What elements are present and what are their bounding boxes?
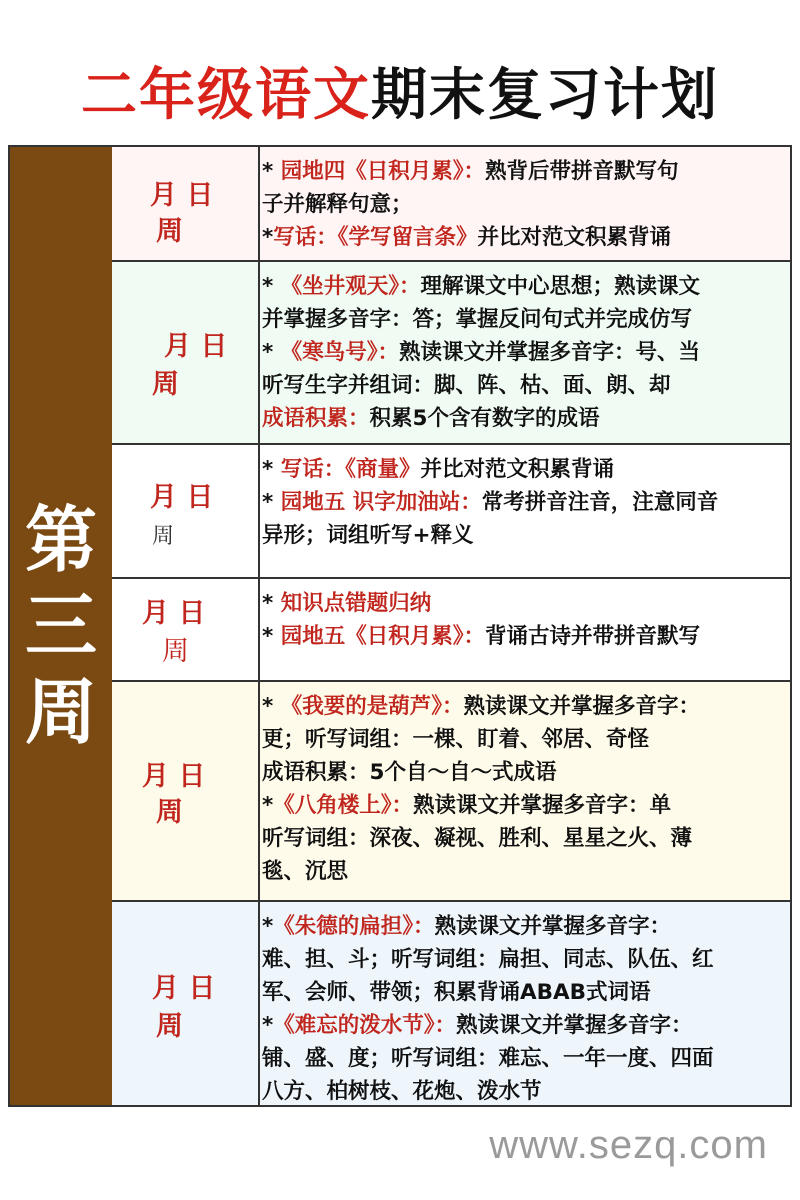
plan-row-4 bbox=[112, 579, 790, 682]
plan-line-text: 毯、沉思 bbox=[262, 859, 349, 884]
plan-line bbox=[262, 910, 782, 943]
plan-row-5 bbox=[112, 682, 790, 902]
plan-line-text: 积累5个含有数字的成语 bbox=[369, 406, 600, 431]
plan-line bbox=[262, 453, 782, 486]
plan-row-1 bbox=[112, 147, 790, 262]
plan-line-highlight: 《坐井观天》： bbox=[280, 274, 421, 299]
bullet-marker: * bbox=[262, 694, 281, 719]
bullet-marker: * bbox=[262, 340, 281, 365]
plan-line-highlight: 知识点错题归纳 bbox=[280, 591, 432, 616]
plan-line bbox=[262, 822, 782, 855]
watermark: www.sezq.com bbox=[489, 1123, 768, 1167]
plan-line bbox=[262, 620, 782, 653]
plan-line-text: 难、担、斗；听写词组：扁担、同志、队伍、红 bbox=[262, 947, 714, 972]
plan-line-highlight: 成语积累： bbox=[262, 406, 370, 431]
plan-line-highlight: 《朱德的扁担》： bbox=[273, 914, 435, 939]
bullet-marker: * bbox=[262, 914, 274, 939]
plan-line bbox=[262, 402, 782, 435]
plan-line bbox=[262, 976, 782, 1009]
week-char-2: 三 bbox=[24, 584, 97, 668]
plan-line-text: 军、会师、带领；积累背诵ABAB式词语 bbox=[262, 980, 651, 1005]
date-month-day: 月 日 bbox=[164, 331, 228, 362]
plan-line bbox=[262, 221, 782, 254]
date-weekday: 周 bbox=[152, 369, 179, 400]
plan-line-text: 听写生字并组词：脚、阵、枯、面、朗、却 bbox=[262, 373, 671, 398]
date-month-day: 月 日 bbox=[152, 973, 216, 1004]
date-month-day: 月 日 bbox=[150, 180, 214, 211]
date-weekday: 周 bbox=[152, 524, 175, 549]
date-cell bbox=[112, 147, 260, 260]
date-weekday: 周 bbox=[156, 216, 183, 247]
date-month-day: 月 日 bbox=[150, 482, 214, 513]
plan-line-text: 熟读课文并掌握多音字： bbox=[463, 694, 701, 719]
plan-line-text: 并比对范文积累背诵 bbox=[420, 457, 615, 482]
plan-line-text: 并掌握多音字：答；掌握反问句式并完成仿写 bbox=[262, 307, 693, 332]
plan-line-text: 更；听写词组：一棵、盯着、邻居、奇怪 bbox=[262, 727, 650, 752]
plan-line bbox=[262, 723, 782, 756]
plan-line-highlight: 《寒鸟号》： bbox=[280, 340, 399, 365]
plan-line bbox=[262, 943, 782, 976]
plan-content bbox=[262, 910, 782, 1108]
plan-content bbox=[262, 587, 782, 653]
plan-line-highlight: 写话：《学写留言条》 bbox=[273, 225, 478, 250]
bullet-marker: * bbox=[262, 274, 281, 299]
date-cell bbox=[112, 579, 260, 680]
date-month-day: 月 日 bbox=[142, 761, 206, 792]
plan-line-text: 并比对范文积累背诵 bbox=[477, 225, 672, 250]
plan-line-text: 熟背后带拼音默写句 bbox=[485, 159, 679, 184]
plan-line bbox=[262, 303, 782, 336]
title-black-part: 期末复习计划 bbox=[371, 63, 719, 128]
date-cell bbox=[112, 902, 260, 1105]
plan-line bbox=[262, 270, 782, 303]
bullet-marker: * bbox=[262, 490, 281, 515]
plan-line-highlight: 园地五《日积月累》： bbox=[280, 624, 485, 649]
plan-line-highlight: 《难忘的泼水节》： bbox=[273, 1013, 457, 1038]
plan-line-text: 熟读课文并掌握多音字： bbox=[434, 914, 672, 939]
bullet-marker: * bbox=[262, 159, 281, 184]
plan-line-text: 铺、盛、度；听写词组：难忘、一年一度、四面 bbox=[262, 1046, 714, 1071]
bullet-marker: * bbox=[262, 591, 281, 616]
date-weekday: 周 bbox=[156, 797, 183, 828]
week-char-3: 周 bbox=[24, 670, 97, 754]
plan-line-text: 异形；词组听写+释义 bbox=[262, 523, 474, 548]
plan-line bbox=[262, 1042, 782, 1075]
date-weekday: 周 bbox=[156, 1011, 183, 1042]
plan-content bbox=[262, 270, 782, 435]
bullet-marker: * bbox=[262, 457, 281, 482]
plan-line-text: 八方、柏树枝、花炮、泼水节 bbox=[262, 1079, 542, 1104]
plan-line bbox=[262, 486, 782, 519]
plan-content bbox=[262, 453, 782, 552]
plan-line bbox=[262, 789, 782, 822]
plan-line-highlight: 写话：《商量》 bbox=[280, 457, 421, 482]
plan-line-highlight: 园地五 识字加油站： bbox=[280, 490, 482, 515]
plan-line-text: 背诵古诗并带拼音默写 bbox=[485, 624, 701, 649]
plan-line-text: 理解课文中心思想；熟读课文 bbox=[420, 274, 701, 299]
plan-table bbox=[8, 145, 792, 1107]
bullet-marker: * bbox=[262, 1013, 274, 1038]
plan-line-text: 熟读课文并掌握多音字：号、当 bbox=[399, 340, 701, 365]
plan-line-text: 熟读课文并掌握多音字：单 bbox=[413, 793, 672, 818]
date-cell bbox=[112, 682, 260, 900]
plan-line bbox=[262, 155, 782, 188]
bullet-marker: * bbox=[262, 793, 274, 818]
plan-line bbox=[262, 188, 782, 221]
plan-line bbox=[262, 756, 782, 789]
plan-line-text: 子并解释句意； bbox=[262, 192, 413, 217]
plan-line-text: 常考拼音注音，注意同音 bbox=[481, 490, 719, 515]
plan-line bbox=[262, 369, 782, 402]
plan-line bbox=[262, 690, 782, 723]
plan-row-2 bbox=[112, 262, 790, 445]
bullet-marker: * bbox=[262, 624, 281, 649]
date-cell bbox=[112, 445, 260, 577]
plan-content bbox=[262, 155, 782, 254]
plan-line bbox=[262, 587, 782, 620]
plan-row-3 bbox=[112, 445, 790, 579]
plan-line-text: 成语积累：5个自～自～式成语 bbox=[262, 760, 557, 785]
plan-row-6 bbox=[112, 902, 790, 1105]
date-month-day: 月 日 bbox=[142, 598, 206, 629]
week-char-1: 第 bbox=[24, 498, 97, 582]
date-cell bbox=[112, 262, 260, 443]
plan-line bbox=[262, 855, 782, 888]
plan-line-text: 熟读课文并掌握多音字： bbox=[456, 1013, 693, 1038]
plan-line bbox=[262, 1075, 782, 1108]
bullet-marker: * bbox=[262, 225, 274, 250]
plan-line-highlight: 《八角楼上》： bbox=[273, 793, 414, 818]
plan-content bbox=[262, 690, 782, 888]
plan-line bbox=[262, 519, 782, 552]
plan-line-highlight: 园地四《日积月累》： bbox=[280, 159, 485, 184]
date-weekday: 周 bbox=[162, 636, 189, 667]
week-label bbox=[10, 147, 112, 1105]
plan-line bbox=[262, 336, 782, 369]
page-title bbox=[0, 56, 800, 136]
plan-line-highlight: 《我要的是葫芦》： bbox=[280, 694, 464, 719]
plan-line bbox=[262, 1009, 782, 1042]
plan-line-text: 听写词组：深夜、凝视、胜利、星星之火、薄 bbox=[262, 826, 693, 851]
title-red-part: 二年级语文 bbox=[81, 63, 371, 128]
